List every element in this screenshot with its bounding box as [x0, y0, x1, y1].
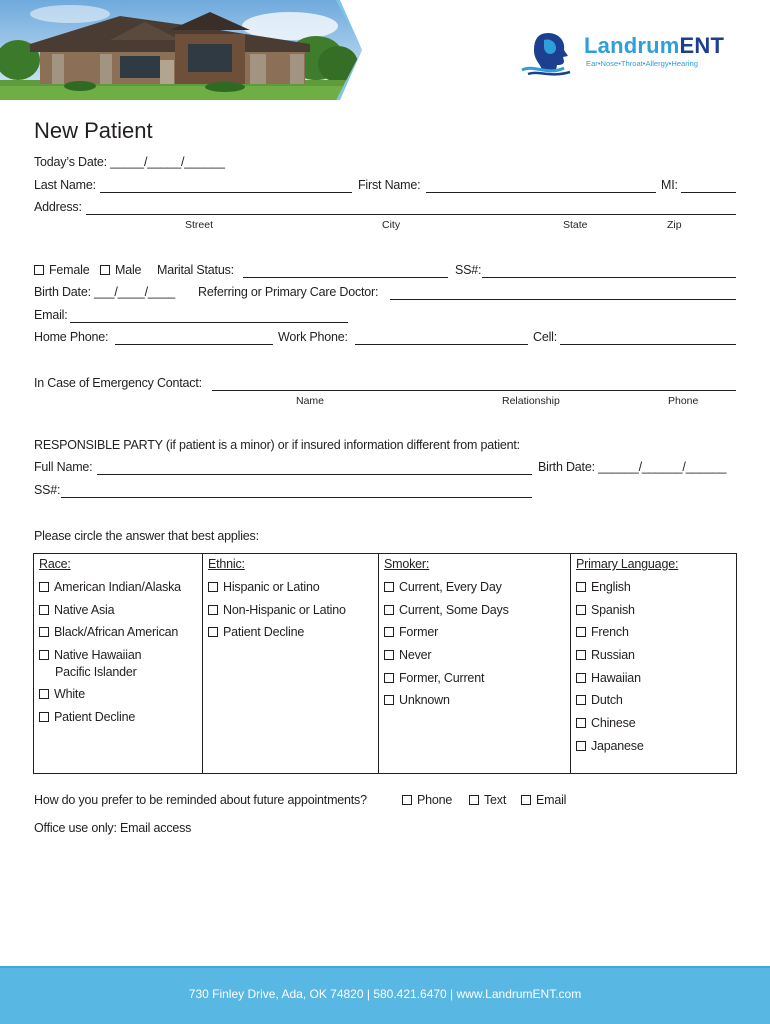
- language-option-label: Russian: [591, 648, 635, 662]
- reminder-phone-label: Phone: [417, 793, 453, 807]
- smoker-option-label: Former, Current: [399, 671, 485, 685]
- checkbox-icon[interactable]: [469, 795, 479, 805]
- circle-prompt: Please circle the answer that best applies:: [34, 529, 259, 543]
- checkbox-icon[interactable]: [39, 627, 49, 637]
- responsible-ssn-label: SS#:: [34, 483, 61, 497]
- race-option-label: American Indian/Alaska: [54, 580, 181, 594]
- marital-status-input[interactable]: [243, 264, 448, 278]
- smoker-option[interactable]: [384, 648, 431, 662]
- checkbox-icon[interactable]: [39, 650, 49, 660]
- smoker-option-label: Former: [399, 625, 439, 639]
- checkbox-icon[interactable]: [576, 695, 586, 705]
- ethnic-option[interactable]: [208, 580, 319, 594]
- logo-wordmark: [584, 33, 724, 59]
- page-header: [0, 0, 770, 110]
- race-option[interactable]: [39, 625, 178, 639]
- smoker-column: [378, 554, 570, 773]
- todays-date-field[interactable]: Today’s Date: _____/_____/______: [34, 155, 225, 169]
- race-option[interactable]: [39, 687, 85, 701]
- checkbox-icon[interactable]: [100, 265, 110, 275]
- emergency-contact-input[interactable]: [212, 377, 736, 391]
- checkbox-icon[interactable]: [576, 718, 586, 728]
- checkbox-icon[interactable]: [576, 741, 586, 751]
- race-option-label: Black/African American: [54, 625, 179, 639]
- checkbox-icon[interactable]: [39, 582, 49, 592]
- first-name-label: First Name:: [358, 178, 421, 192]
- race-column: [34, 554, 202, 773]
- ethnic-option[interactable]: [208, 625, 304, 639]
- language-option[interactable]: [576, 625, 629, 639]
- responsible-birth-date-field[interactable]: Birth Date: ______/______/______: [538, 460, 727, 474]
- address-label: Address:: [34, 200, 82, 214]
- zip-caption: Zip: [667, 219, 682, 231]
- language-option-label: French: [591, 625, 629, 639]
- last-name-label: Last Name:: [34, 178, 96, 192]
- referring-doctor-input[interactable]: [390, 286, 736, 300]
- checkbox-icon[interactable]: [576, 582, 586, 592]
- checkbox-icon[interactable]: [576, 650, 586, 660]
- full-name-input[interactable]: [97, 461, 532, 475]
- smoker-option[interactable]: [384, 671, 484, 685]
- ethnic-option-label: Patient Decline: [223, 625, 305, 639]
- language-option-label: English: [591, 580, 631, 594]
- smoker-option-label: Current, Some Days: [399, 603, 509, 617]
- work-phone-label: Work Phone:: [278, 330, 348, 344]
- checkbox-icon[interactable]: [39, 605, 49, 615]
- smoker-option[interactable]: [384, 603, 509, 617]
- checkbox-icon[interactable]: [576, 605, 586, 615]
- checkbox-icon[interactable]: [208, 605, 218, 615]
- race-option[interactable]: [39, 710, 135, 724]
- language-option[interactable]: [576, 739, 644, 753]
- head-profile-icon: [520, 30, 578, 76]
- address-input[interactable]: [86, 201, 736, 215]
- smoker-option[interactable]: [384, 625, 438, 639]
- checkbox-icon[interactable]: [576, 673, 586, 683]
- checkbox-icon[interactable]: [384, 695, 394, 705]
- checkbox-icon[interactable]: [384, 582, 394, 592]
- reminder-question: How do you prefer to be reminded about future appointments?: [34, 793, 367, 807]
- responsible-ssn-input[interactable]: [61, 484, 532, 498]
- language-option-label: Chinese: [591, 716, 636, 730]
- language-option[interactable]: [576, 693, 623, 707]
- smoker-option-label: Never: [399, 648, 432, 662]
- reminder-phone-option[interactable]: [402, 793, 452, 807]
- checkbox-icon[interactable]: [34, 265, 44, 275]
- race-option[interactable]: [39, 580, 181, 594]
- home-phone-label: Home Phone:: [34, 330, 109, 344]
- footer-divider: [0, 966, 770, 968]
- language-option[interactable]: [576, 671, 641, 685]
- checkbox-icon[interactable]: [384, 650, 394, 660]
- language-option[interactable]: [576, 716, 635, 730]
- reminder-email-label: Email: [536, 793, 567, 807]
- language-option-label: Hawaiian: [591, 671, 641, 685]
- ethnic-column: [202, 554, 378, 773]
- checkbox-icon[interactable]: [384, 627, 394, 637]
- checkbox-icon[interactable]: [208, 582, 218, 592]
- landrum-ent-logo: [520, 30, 730, 76]
- ec-phone-caption: Phone: [668, 395, 699, 407]
- email-label: Email:: [34, 308, 68, 322]
- office-use-note: Office use only: Email access: [34, 821, 192, 835]
- home-phone-input[interactable]: [115, 331, 273, 345]
- logo-tagline: Ear•Nose•Throat•Allergy•Hearing: [586, 59, 698, 68]
- email-input[interactable]: [70, 309, 348, 323]
- checkbox-icon[interactable]: [384, 605, 394, 615]
- checkbox-icon[interactable]: [208, 627, 218, 637]
- race-option-label: Patient Decline: [54, 710, 136, 724]
- ec-relationship-caption: Relationship: [502, 395, 560, 407]
- checkbox-icon[interactable]: [384, 673, 394, 683]
- smoker-heading: Smoker:: [384, 557, 430, 571]
- reminder-email-option[interactable]: [521, 793, 566, 807]
- ssn-label: SS#:: [455, 263, 482, 277]
- checkbox-icon[interactable]: [576, 627, 586, 637]
- race-option[interactable]: [39, 603, 114, 617]
- language-option-label: Spanish: [591, 603, 635, 617]
- race-option-label: Native Hawaiian: [54, 648, 142, 662]
- smoker-option-label: Current, Every Day: [399, 580, 502, 594]
- race-option[interactable]: [39, 648, 141, 662]
- mi-input[interactable]: [681, 179, 736, 193]
- logo-name-bold: ENT: [679, 33, 725, 58]
- race-heading: Race:: [39, 557, 71, 571]
- street-caption: Street: [185, 219, 214, 231]
- mi-label: MI:: [661, 178, 678, 192]
- language-option[interactable]: [576, 580, 631, 594]
- responsible-party-heading: RESPONSIBLE PARTY (if patient is a minor) or if insured information different from patient:: [34, 438, 520, 452]
- logo-name-light: Landrum: [584, 33, 680, 58]
- checkbox-icon[interactable]: [39, 712, 49, 722]
- clinic-building-photo: [0, 0, 362, 100]
- checkbox-icon[interactable]: [402, 795, 412, 805]
- ethnic-option-label: Non-Hispanic or Latino: [223, 603, 346, 617]
- language-option[interactable]: [576, 603, 635, 617]
- cell-label: Cell:: [533, 330, 558, 344]
- work-phone-input[interactable]: [355, 331, 528, 345]
- checkbox-icon[interactable]: [521, 795, 531, 805]
- female-option[interactable]: [34, 263, 89, 277]
- male-option[interactable]: [100, 263, 141, 277]
- smoker-option[interactable]: [384, 693, 450, 707]
- ethnic-heading: Ethnic:: [208, 557, 245, 571]
- language-option-label: Dutch: [591, 693, 623, 707]
- reminder-text-option[interactable]: [469, 793, 506, 807]
- female-label: Female: [49, 263, 90, 277]
- last-name-input[interactable]: [100, 179, 352, 193]
- cell-input[interactable]: [560, 331, 736, 345]
- race-option-label: Native Asia: [54, 603, 115, 617]
- ssn-input[interactable]: [482, 264, 736, 278]
- language-option[interactable]: [576, 648, 635, 662]
- demographics-table: [33, 553, 737, 774]
- ec-name-caption: Name: [296, 395, 325, 407]
- language-column: [570, 554, 736, 773]
- smoker-option-label: Unknown: [399, 693, 450, 707]
- referring-doctor-label: Referring or Primary Care Doctor:: [198, 285, 379, 299]
- smoker-option[interactable]: [384, 580, 502, 594]
- language-heading: Primary Language:: [576, 557, 679, 571]
- language-option-label: Japanese: [591, 739, 644, 753]
- ethnic-option[interactable]: [208, 603, 346, 617]
- marital-status-label: Marital Status:: [157, 263, 234, 277]
- ethnic-option-label: Hispanic or Latino: [223, 580, 320, 594]
- race-option-label: White: [54, 687, 85, 701]
- race-option-continuation: Pacific Islander: [55, 665, 137, 679]
- emergency-contact-label: In Case of Emergency Contact:: [34, 376, 202, 390]
- city-caption: City: [382, 219, 401, 231]
- first-name-input[interactable]: [426, 179, 656, 193]
- male-label: Male: [115, 263, 142, 277]
- state-caption: State: [563, 219, 588, 231]
- full-name-label: Full Name:: [34, 460, 93, 474]
- page-title: New Patient: [34, 118, 153, 143]
- checkbox-icon[interactable]: [39, 689, 49, 699]
- birth-date-field[interactable]: Birth Date: ___/____/____: [34, 285, 175, 299]
- reminder-text-label: Text: [484, 793, 507, 807]
- footer-contact-info: 730 Finley Drive, Ada, OK 74820 | 580.421.6470 | www.LandrumENT.com: [188, 987, 582, 1001]
